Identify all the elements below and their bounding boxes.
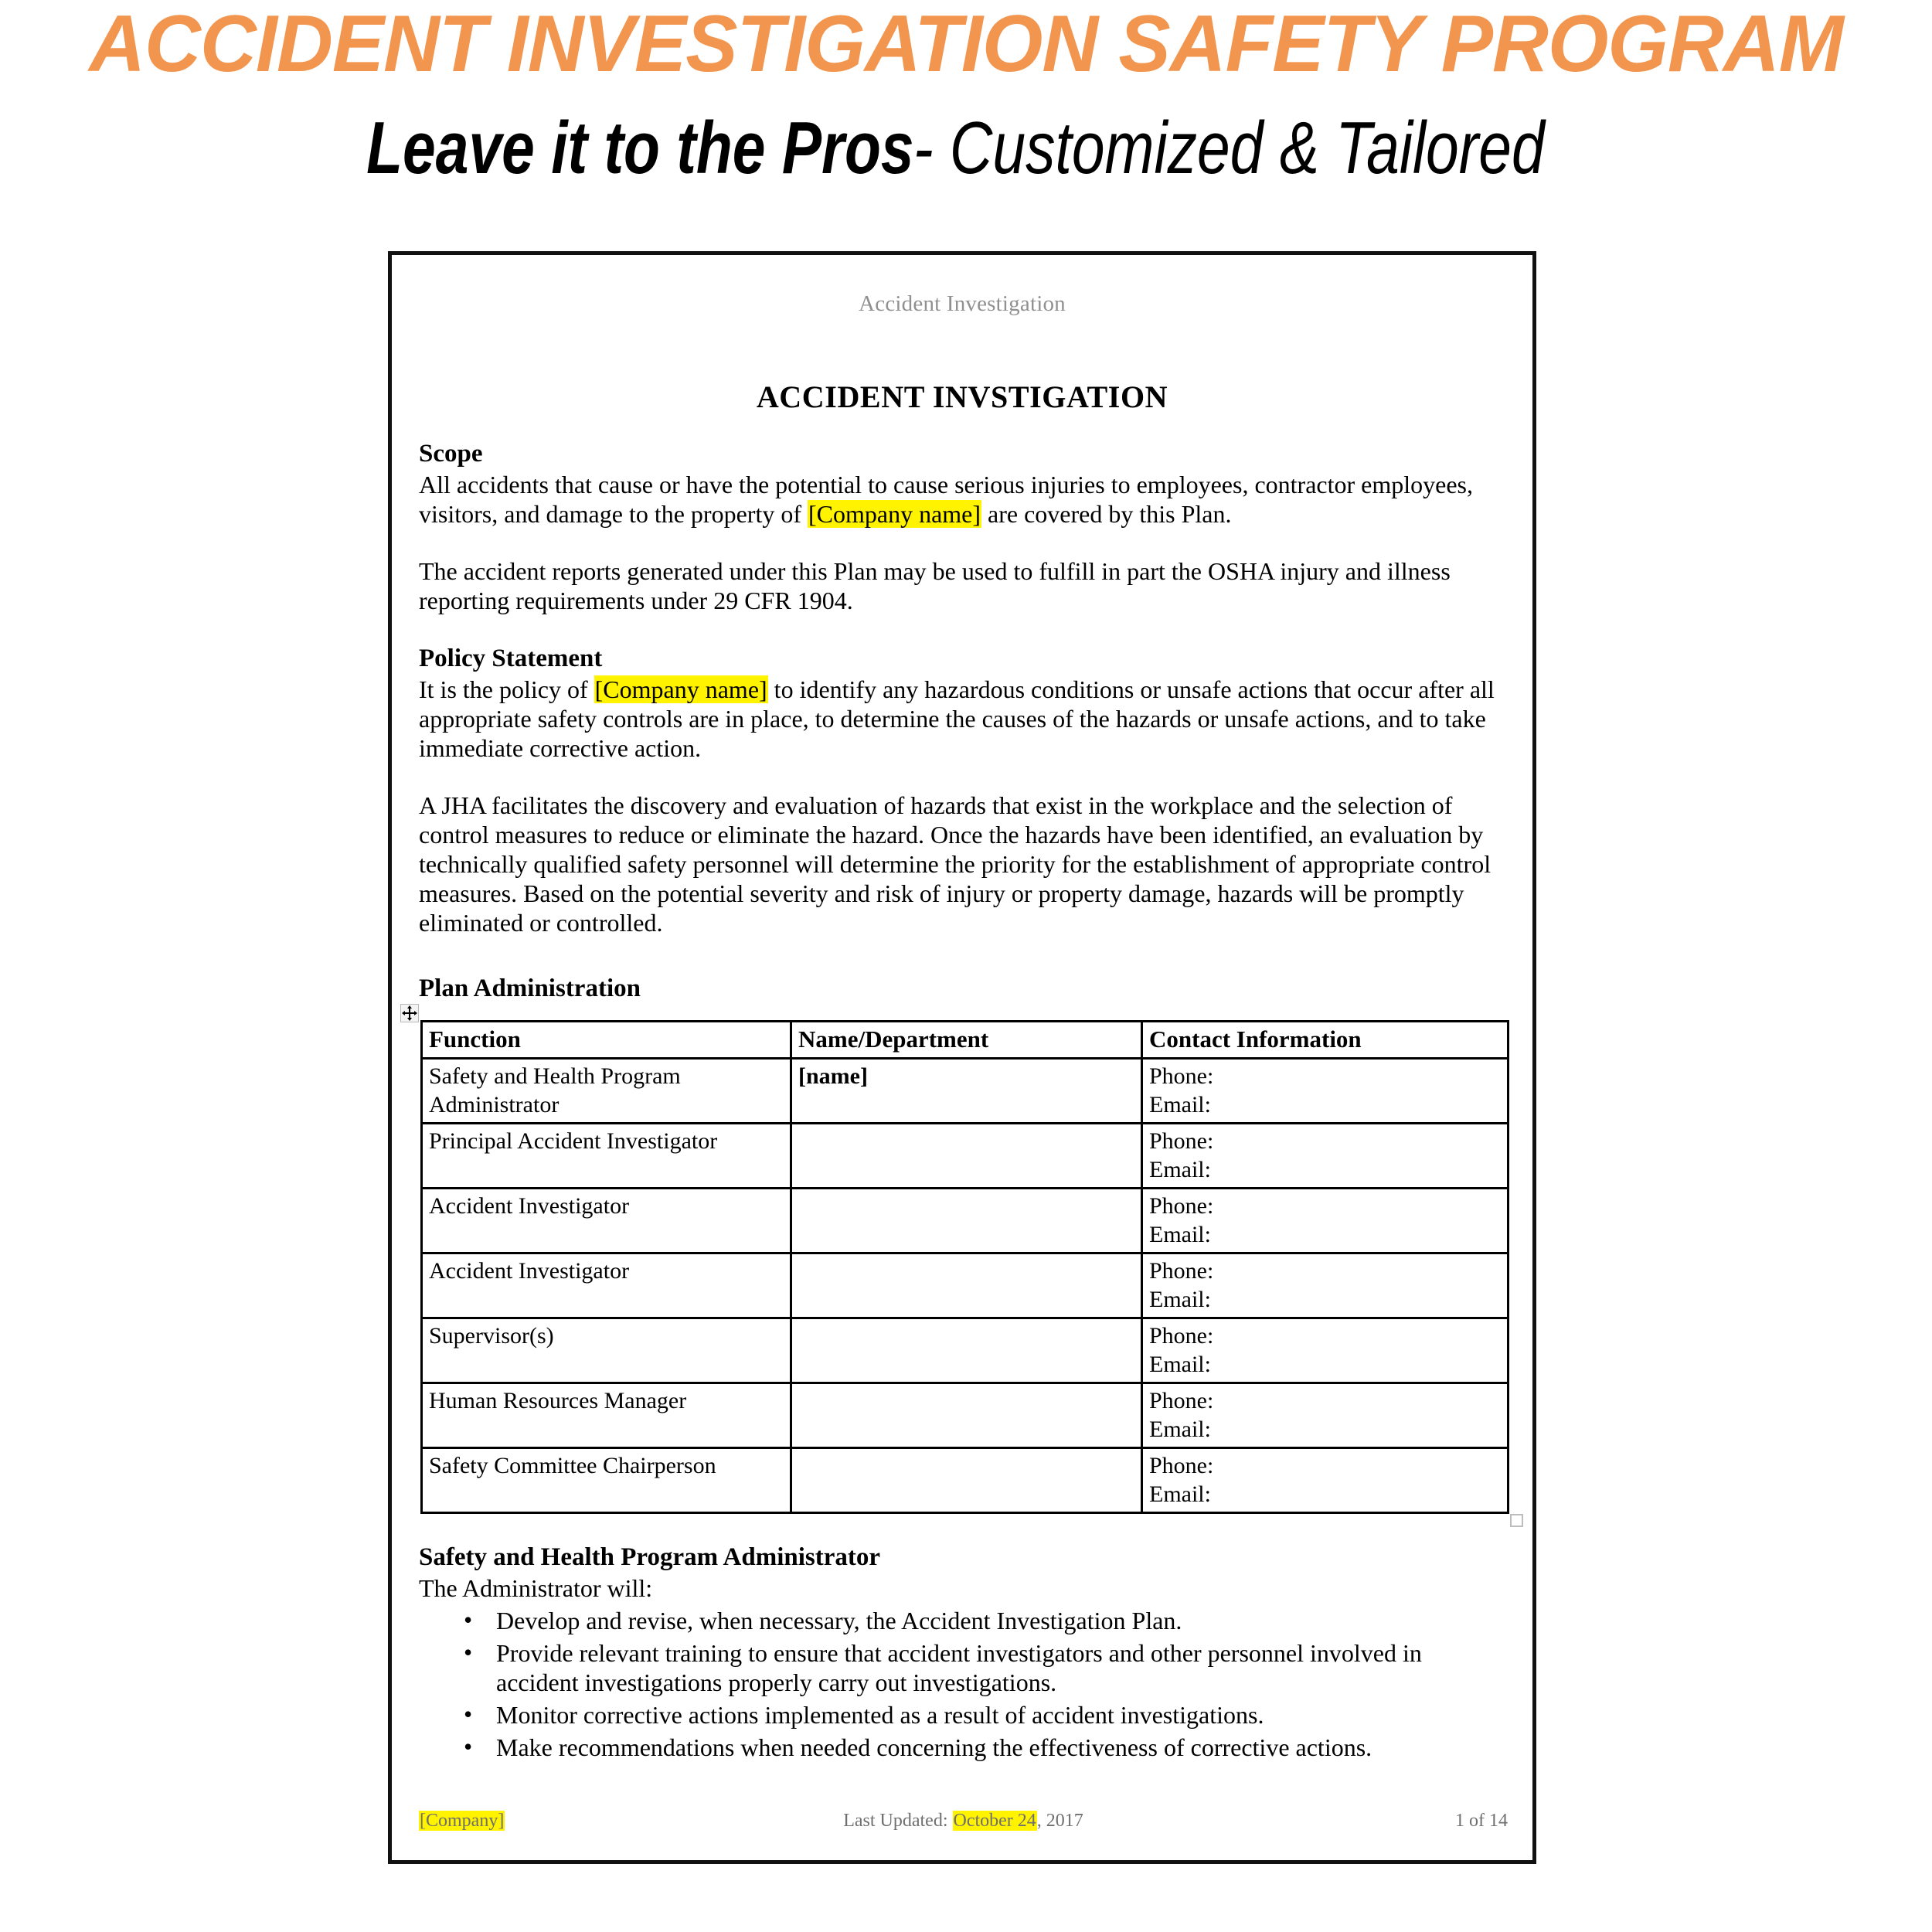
contact-email-label: Email: xyxy=(1149,1481,1211,1507)
heading-policy-statement: Policy Statement xyxy=(419,645,603,672)
contact-phone-label: Phone: xyxy=(1149,1388,1214,1413)
cell-function[interactable]: Safety and Health Program Administrator xyxy=(422,1059,791,1124)
column-header-function: Function xyxy=(422,1022,791,1059)
cell-name-department[interactable] xyxy=(791,1253,1142,1318)
table-row[interactable] xyxy=(422,1448,1509,1513)
cell-function[interactable]: Safety Committee Chairperson xyxy=(422,1448,791,1513)
cell-contact-information[interactable] xyxy=(1142,1124,1509,1189)
policy-p1-after: to identify any hazardous conditions or unsafe actions that occur after all appropriate safety controls are in place, to determine the causes of the hazards or unsafe actions, and to take immediate corrective action. xyxy=(419,675,1495,762)
scope-paragraph-2: The accident reports generated under this Plan may be used to fulfill in part the OSHA injury and illness reporting requirements under 29 CFR 1904. xyxy=(419,557,1451,614)
cell-contact-information[interactable] xyxy=(1142,1189,1509,1253)
promo-banner xyxy=(0,0,1932,232)
list-item: • Develop and revise, when necessary, the Accident Investigation Plan. xyxy=(496,1606,1510,1635)
policy-p1-before: It is the policy of xyxy=(419,675,594,703)
administrator-duties-list xyxy=(419,1606,1510,1762)
heading-safety-health-program-administrator: Safety and Health Program Administrator xyxy=(419,1543,881,1571)
cell-function[interactable]: Accident Investigator xyxy=(422,1253,791,1318)
list-item: • Provide relevant training to ensure that accident investigators and other personnel involved in accident investigations properly carry out investigations. xyxy=(496,1638,1510,1697)
contact-email-label: Email: xyxy=(1149,1222,1211,1247)
footer-updated-date: October 24 xyxy=(953,1811,1036,1831)
footer-company-placeholder: [Company] xyxy=(420,1811,505,1831)
cell-name-department[interactable] xyxy=(791,1383,1142,1448)
table-row[interactable] xyxy=(422,1318,1509,1383)
table-move-handle-icon[interactable] xyxy=(400,1004,419,1022)
company-name-placeholder: [Company name] xyxy=(594,675,767,703)
banner-subtitle-strong: Leave it to the Pros xyxy=(366,107,914,189)
document-page xyxy=(388,251,1536,1864)
cell-name-department[interactable] xyxy=(791,1124,1142,1189)
table-row[interactable] xyxy=(422,1189,1509,1253)
column-header-contact-information: Contact Information xyxy=(1142,1022,1509,1059)
plan-administration-table xyxy=(420,1020,1509,1514)
cell-function[interactable]: Accident Investigator xyxy=(422,1189,791,1253)
table-body xyxy=(422,1059,1509,1513)
list-item: • Monitor corrective actions implemented as a result of accident investigations. xyxy=(496,1700,1510,1730)
footer-updated-label: Last Updated: xyxy=(843,1811,953,1831)
contact-phone-label: Phone: xyxy=(1149,1193,1214,1219)
cell-name-department[interactable]: [name] xyxy=(791,1059,1142,1124)
contact-email-label: Email: xyxy=(1149,1352,1211,1377)
footer-last-updated xyxy=(419,1811,1508,1832)
policy-paragraph-2: A JHA facilitates the discovery and evaluation of hazards that exist in the workplace and the selection of control measures to reduce or eliminate the hazard. Once the hazards have been identified, an evaluation by technically qualified safety personnel will determine the priority for the establishment of appropriate control measures. Based on the potential severity and risk of injury or property damage, hazards will be promptly eliminated or controlled. xyxy=(419,791,1492,937)
document-footer xyxy=(419,1811,1508,1837)
scope-paragraph-1 xyxy=(419,470,1510,529)
banner-subtitle-light: - Customized & Tailored xyxy=(913,107,1546,189)
table-row[interactable] xyxy=(422,1059,1509,1124)
banner-subtitle xyxy=(0,108,1932,189)
contact-phone-label: Phone: xyxy=(1149,1453,1214,1478)
contact-email-label: Email: xyxy=(1149,1092,1211,1117)
cell-contact-information[interactable] xyxy=(1142,1253,1509,1318)
administrator-intro: The Administrator will: xyxy=(419,1574,653,1602)
cell-function[interactable]: Human Resources Manager xyxy=(422,1383,791,1448)
footer-updated-year: , 2017 xyxy=(1036,1811,1083,1831)
heading-plan-administration: Plan Administration xyxy=(419,975,641,1002)
contact-email-label: Email: xyxy=(1149,1157,1211,1182)
cell-function[interactable]: Supervisor(s) xyxy=(422,1318,791,1383)
cell-contact-information[interactable] xyxy=(1142,1448,1509,1513)
table-header-row xyxy=(422,1022,1509,1059)
cell-name-department[interactable] xyxy=(791,1318,1142,1383)
contact-email-label: Email: xyxy=(1149,1417,1211,1442)
table-row[interactable] xyxy=(422,1253,1509,1318)
table-row[interactable] xyxy=(422,1124,1509,1189)
contact-email-label: Email: xyxy=(1149,1287,1211,1312)
document-title: ACCIDENT INVSTIGATION xyxy=(756,379,1168,414)
company-name-placeholder: [Company name] xyxy=(808,500,981,528)
footer-page-number: 1 of 14 xyxy=(1455,1811,1508,1831)
document-body xyxy=(419,438,1510,1765)
table-row[interactable] xyxy=(422,1383,1509,1448)
banner-title: ACCIDENT INVESTIGATION SAFETY PROGRAM xyxy=(89,0,1843,89)
list-item: • Make recommendations when needed concerning the effectiveness of corrective actions. xyxy=(496,1733,1510,1762)
scope-p1-before: All accidents that cause or have the potential to cause serious injuries to employees, contractor employees, visitors, and damage to the property of xyxy=(419,471,1473,528)
policy-paragraph-1 xyxy=(419,675,1510,763)
cell-contact-information[interactable] xyxy=(1142,1059,1509,1124)
contact-phone-label: Phone: xyxy=(1149,1258,1214,1284)
contact-phone-label: Phone: xyxy=(1149,1323,1214,1349)
heading-scope: Scope xyxy=(419,440,483,468)
cell-contact-information[interactable] xyxy=(1142,1318,1509,1383)
table-resize-handle-icon[interactable] xyxy=(1510,1514,1523,1527)
column-header-name-department: Name/Department xyxy=(791,1022,1142,1059)
contact-phone-label: Phone: xyxy=(1149,1128,1214,1154)
cell-name-department[interactable] xyxy=(791,1189,1142,1253)
scope-p1-after: are covered by this Plan. xyxy=(981,500,1232,528)
running-header: Accident Investigation xyxy=(859,291,1066,316)
cell-contact-information[interactable] xyxy=(1142,1383,1509,1448)
cell-name-department[interactable] xyxy=(791,1448,1142,1513)
plan-administration-table-wrap xyxy=(419,1020,1510,1514)
contact-phone-label: Phone: xyxy=(1149,1063,1214,1089)
cell-function[interactable]: Principal Accident Investigator xyxy=(422,1124,791,1189)
